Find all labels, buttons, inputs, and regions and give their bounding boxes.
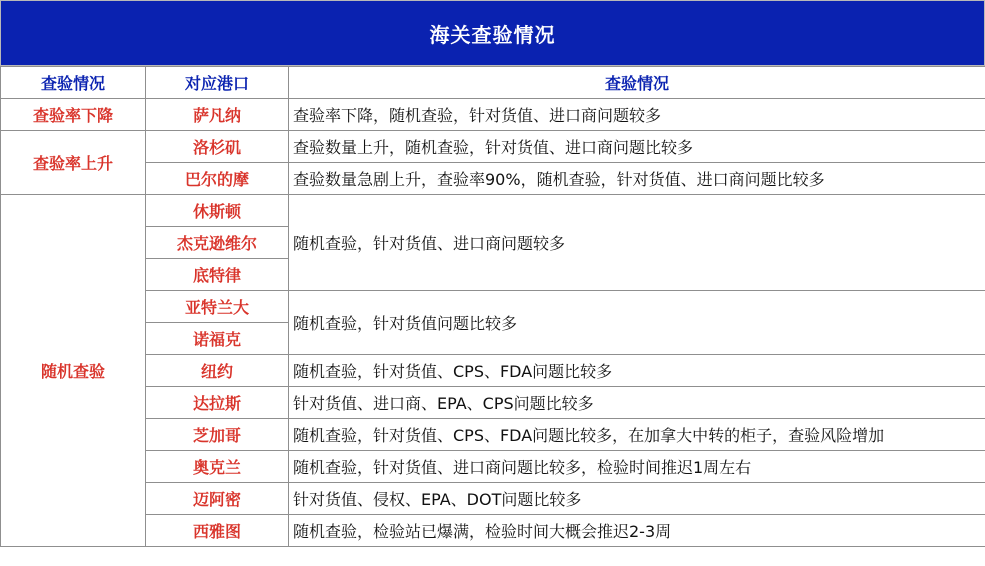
port-cell: 洛杉矶	[146, 131, 289, 163]
group-decrease: 查验率下降	[1, 99, 146, 131]
port-cell: 休斯顿	[146, 195, 289, 227]
port-cell: 达拉斯	[146, 387, 289, 419]
table-row	[1, 451, 985, 483]
table-row	[1, 355, 985, 387]
port-cell: 巴尔的摩	[146, 163, 289, 195]
detail-cell: 随机查验，检验站已爆满，检验时间大概会推迟2-3周	[289, 515, 985, 547]
port-cell: 奥克兰	[146, 451, 289, 483]
port-cell: 萨凡纳	[146, 99, 289, 131]
group-increase: 查验率上升	[1, 131, 146, 195]
table-row	[1, 131, 985, 163]
table-row	[1, 387, 985, 419]
detail-cell: 随机查验，针对货值、进口商问题比较多，检验时间推迟1周左右	[289, 451, 985, 483]
detail-cell: 随机查验，针对货值问题比较多	[289, 291, 985, 355]
port-cell: 亚特兰大	[146, 291, 289, 323]
detail-cell: 针对货值、侵权、EPA、DOT问题比较多	[289, 483, 985, 515]
column-header-detail: 查验情况	[289, 67, 985, 99]
table-row	[1, 195, 985, 227]
detail-cell: 查验数量上升，随机查验，针对货值、进口商问题比较多	[289, 131, 985, 163]
port-cell: 迈阿密	[146, 483, 289, 515]
port-cell: 纽约	[146, 355, 289, 387]
column-header-port: 对应港口	[146, 67, 289, 99]
table-row	[1, 515, 985, 547]
table-row	[1, 291, 985, 323]
table-row	[1, 163, 985, 195]
column-header-status: 查验情况	[1, 67, 146, 99]
port-cell: 西雅图	[146, 515, 289, 547]
detail-cell: 随机查验，针对货值、进口商问题较多	[289, 195, 985, 291]
detail-cell: 查验数量急剧上升，查验率90%，随机查验，针对货值、进口商问题比较多	[289, 163, 985, 195]
port-cell: 杰克逊维尔	[146, 227, 289, 259]
port-cell: 芝加哥	[146, 419, 289, 451]
table-row	[1, 483, 985, 515]
detail-cell: 随机查验，针对货值、CPS、FDA问题比较多，在加拿大中转的柜子，查验风险增加	[289, 419, 985, 451]
detail-cell: 查验率下降，随机查验，针对货值、进口商问题较多	[289, 99, 985, 131]
header-row	[1, 67, 985, 99]
detail-cell: 随机查验，针对货值、CPS、FDA问题比较多	[289, 355, 985, 387]
group-random: 随机查验	[1, 195, 146, 547]
port-cell: 诺福克	[146, 323, 289, 355]
table-row	[1, 419, 985, 451]
table-title: 海关查验情况	[0, 0, 985, 66]
port-cell: 底特律	[146, 259, 289, 291]
table-row	[1, 99, 985, 131]
detail-cell: 针对货值、进口商、EPA、CPS问题比较多	[289, 387, 985, 419]
inspection-table	[0, 66, 985, 547]
